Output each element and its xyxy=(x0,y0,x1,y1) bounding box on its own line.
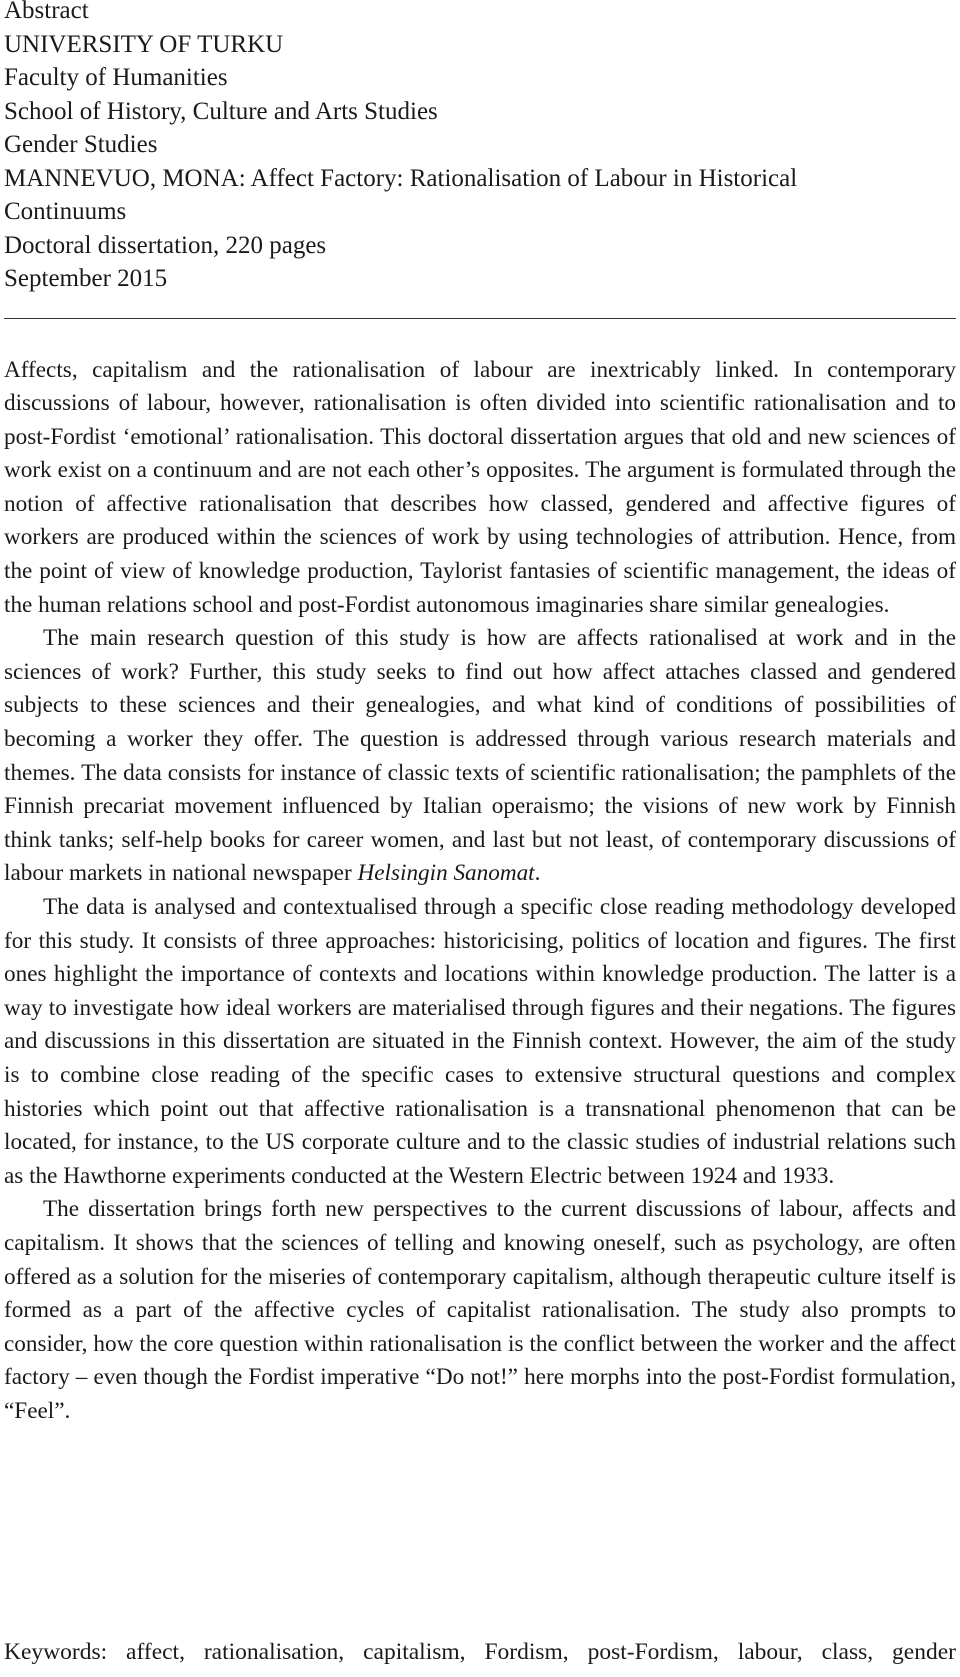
paragraph-2-text: The main research question of this study is how are affects rationalised at work and in the sciences of work? Further, this study seeks to find out how affect attaches classed and gendered subjects to these sciences and their genealogies, and what kind of conditions of possibilities of becoming a worker they offer. The question is addressed through various research materials and themes. The data consists for instance of classic texts of scientific rationalisation; the pamphlets of the Finnish precariat movement influenced by Italian operaismo; the visions of new work by Finnish think tanks; self-help books for career women, and last but not least, of contemporary discussions of labour markets in national newspaper xyxy=(4,625,956,887)
university-name: UNIVERSITY OF TURKU xyxy=(4,30,284,58)
newspaper-name: Helsingin Sanomat xyxy=(357,860,535,887)
dissertation-title: MANNEVUO, MONA: Affect Factory: Rationalisation of Labour in Historical xyxy=(4,164,798,192)
section-label: Abstract xyxy=(4,0,89,24)
keywords-line: Keywords: affect, rationalisation, capitalism, Fordism, post-Fordism, labour, class, gender xyxy=(4,1639,956,1665)
abstract-paragraph-4: The dissertation brings forth new perspectives to the current discussions of labour, affects and capitalism. It shows that the sciences of telling and knowing oneself, such as psychology, are often offered as a solution for the miseries of contemporary capitalism, although therapeutic culture itself is formed as a part of the affective cycles of capitalist rationalisation. The study also prompts to consider, how the core question within rationalisation is the conflict between the worker and the affect factory – even though the Fordist imperative “Do not!” here morphs into the post-Fordist formulation, “Feel”. xyxy=(4,1196,956,1424)
paragraph-2-end: . xyxy=(534,860,541,887)
abstract-body xyxy=(4,354,956,1429)
abstract-page xyxy=(4,0,956,1429)
publication-date: September 2015 xyxy=(4,265,168,292)
subject-name: Gender Studies xyxy=(4,131,158,158)
faculty-name: Faculty of Humanities xyxy=(4,64,228,91)
document-header xyxy=(4,0,956,296)
school-name: School of History, Culture and Arts Studies xyxy=(4,97,438,125)
dissertation-title-continued: Continuums xyxy=(4,198,127,225)
abstract-paragraph-1: Affects, capitalism and the rationalisation of labour are inextricably linked. In contemporary discussions of labour, however, rationalisation is often divided into scientific rationalisation and to post-Fordist ‘emotional’ rationalisation. This doctoral dissertation argues that old and new sciences of work exist on a continuum and are not each other’s opposites. The argument is formulated through the notion of affective rationalisation that describes how classed, gendered and affective figures of workers are produced within the sciences of work by using technologies of attribution. Hence, from the point of view of knowledge production, Taylorist fantasies of scientific management, the ideas of the human relations school and post-Fordist autonomous imaginaries share similar genealogies. xyxy=(4,356,956,618)
abstract-paragraph-3: The data is analysed and contextualised through a specific close reading methodology developed for this study. It consists of three approaches: historicising, politics of location and figures. The first ones highlight the importance of contexts and locations within knowledge production. The latter is a way to investigate how ideal workers are materialised through figures and their negations. The figures and discussions in this dissertation are situated in the Finnish context. However, the aim of the study is to combine close reading of the specific cases to extensive structural questions and complex histories which point out that affective rationalisation is a transnational phenomenon that can be located, for instance, to the US corporate culture and to the classic studies of industrial relations such as the Hawthorne experiments conducted at the Western Electric between 1924 and 1933. xyxy=(4,894,956,1189)
abstract-paragraph-2 xyxy=(4,622,956,891)
header-divider xyxy=(4,318,956,319)
dissertation-info: Doctoral dissertation, 220 pages xyxy=(4,231,327,259)
